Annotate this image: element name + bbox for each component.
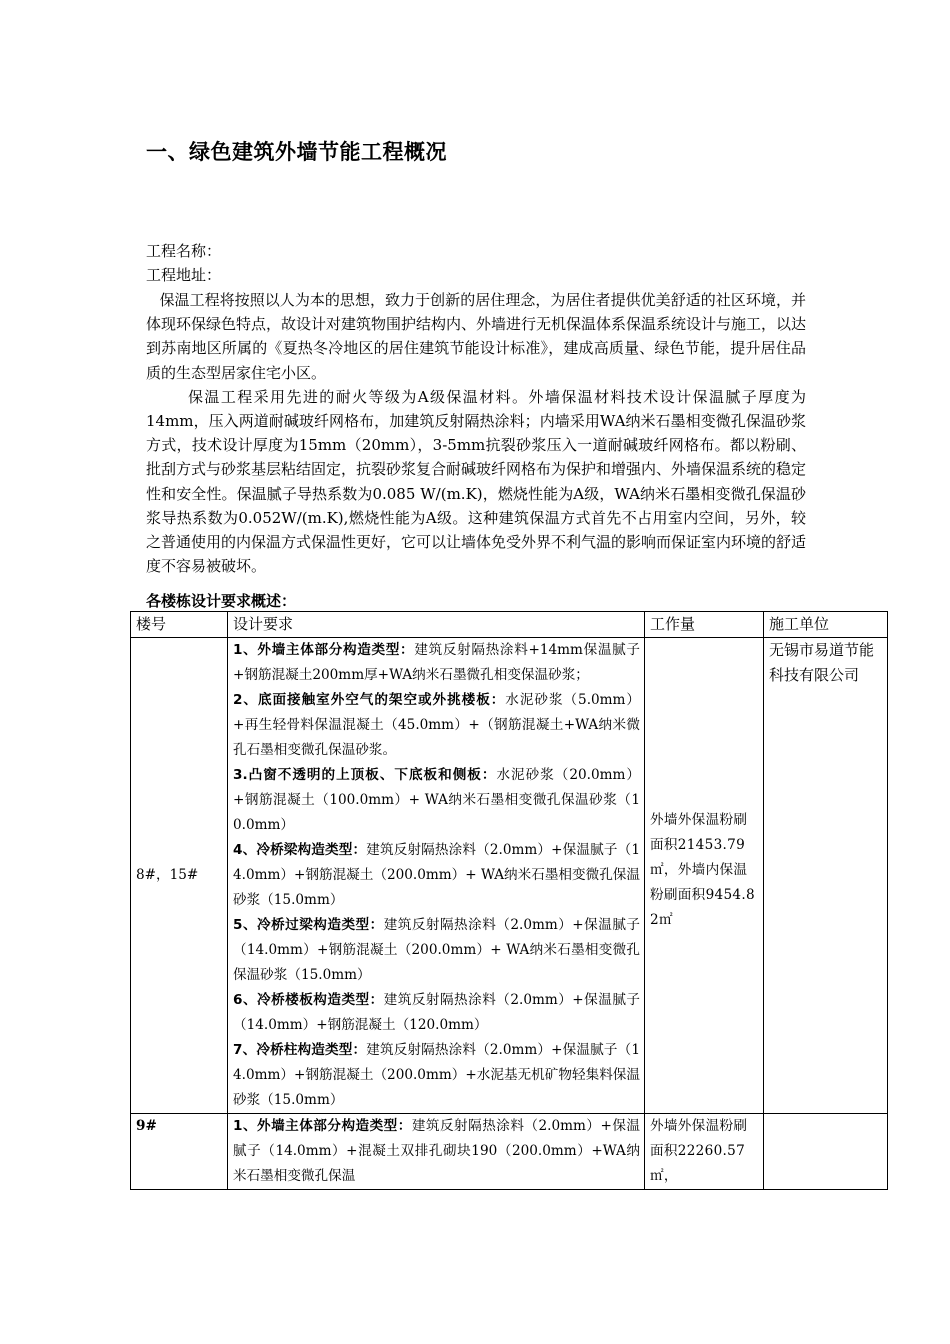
requirement-item — [233, 988, 640, 1038]
requirement-item — [233, 1114, 640, 1189]
header-building: 楼号 — [131, 612, 228, 638]
requirement-label: 3.凸窗不透明的上顶板、下底板和侧板： — [233, 767, 497, 783]
requirement-text: 水泥砂浆（5.0mm）+再生轻骨料保温混凝土（45.0mm）+（钢筋混凝土+WA纳米微孔石墨相变微孔保温砂浆。 — [233, 692, 640, 758]
requirement-text: 建筑反射隔热涂料（2.0mm）+保温腻子（14.0mm）+钢筋混凝土（200.0mm）+水泥基无机矿物轻集料保温砂浆（15.0mm） — [233, 1042, 640, 1108]
header-workload: 工作量 — [645, 612, 764, 638]
requirement-label: 1、外墙主体部分构造类型： — [233, 1118, 412, 1134]
requirement-item — [233, 1038, 640, 1113]
requirement-label: 1、外墙主体部分构造类型： — [233, 642, 415, 658]
contractor-cell — [764, 1114, 888, 1190]
overview-text — [146, 288, 806, 578]
contractor-cell: 无锡市易道节能科技有限公司 — [764, 638, 888, 1114]
design-requirements — [228, 1114, 645, 1190]
requirement-item — [233, 913, 640, 988]
project-name-label: 工程名称： — [146, 242, 222, 260]
section-title: 一、绿色建筑外墙节能工程概况 — [146, 140, 447, 164]
table-title: 各楼栋设计要求概述： — [146, 592, 297, 610]
table-row — [131, 1114, 888, 1190]
requirement-text: 建筑反射隔热涂料（2.0mm）+保温腻子（14.0mm）+钢筋混凝土（120.0mm） — [233, 992, 640, 1033]
building-number: 9# — [131, 1114, 228, 1190]
requirement-label: 2、底面接触室外空气的架空或外挑楼板： — [233, 692, 506, 708]
requirement-item — [233, 763, 640, 838]
requirement-text: 水泥砂浆（20.0mm）+钢筋混凝土（100.0mm）+ WA纳米石墨相变微孔保温砂浆（10.0mm） — [233, 767, 640, 833]
workload-cell: 外墙外保温粉刷面积22260.57㎡， — [645, 1114, 764, 1190]
paragraph-2: 保温工程采用先进的耐火等级为A级保温材料。外墙保温材料技术设计保温腻子厚度为14mm，压入两道耐碱玻纤网格布，加建筑反射隔热涂料；内墙采用WA纳米石墨相变微孔保温砂浆方式，技术设计厚度为15mm（20mm），3-5mm抗裂砂浆压入一道耐碱玻纤网格布。都以粉刷、批刮方式与砂浆基层粘结固定，抗裂砂浆复合耐碱玻纤网格布为保护和增强内、外墙保温系统的稳定性和安全性。保温腻子导热系数为0.085 W/(m.K)，燃烧性能为A级，WA纳米石墨相变微孔保温砂浆导热系数为0.052W/(m.K),燃烧性能为A级。这种建筑保温方式首先不占用室内空间，另外，较之普通使用的内保温方式保温性更好，它可以让墙体免受外界不利气温的影响而保证室内环境的舒适度不容易被破坏。 — [146, 387, 807, 576]
design-requirements — [228, 638, 645, 1114]
requirement-item — [233, 638, 640, 688]
building-design-table — [130, 611, 888, 1190]
workload-cell: 外墙外保温粉刷面积21453.79㎡，外墙内保温粉刷面积9454.82㎡ — [645, 638, 764, 1114]
header-contractor: 施工单位 — [764, 612, 888, 638]
requirement-label: 6、冷桥楼板构造类型： — [233, 992, 384, 1008]
requirement-text: 建筑反射隔热涂料（2.0mm）+保温腻子（14.0mm）+钢筋混凝土（200.0mm）+ WA纳米石墨相变微孔保温砂浆（15.0mm） — [233, 917, 640, 983]
table-header-row — [131, 612, 888, 638]
project-address-label: 工程地址： — [146, 266, 222, 284]
requirement-text: 建筑反射隔热涂料（2.0mm）+保温腻子（14.0mm）+钢筋混凝土（200.0mm）+ WA纳米石墨相变微孔保温砂浆（15.0mm） — [233, 842, 640, 908]
paragraph-1: 保温工程将按照以人为本的思想，致力于创新的居住理念，为居住者提供优美舒适的社区环境，并体现环保绿色特点，故设计对建筑物围护结构内、外墙进行无机保温体系保温系统设计与施工，以达到苏南地区所属的《夏热冬冷地区的居住建筑节能设计标准》，建成高质量、绿色节能，提升居住品质的生态型居家住宅小区。 — [146, 291, 807, 382]
requirement-text: 建筑反射隔热涂料（2.0mm）+保温腻子（14.0mm）+混凝土双排孔砌块190（200.0mm）+WA纳米石墨相变微孔保温 — [233, 1118, 640, 1184]
building-number: 8#，15# — [131, 638, 228, 1114]
requirement-item — [233, 838, 640, 913]
requirement-label: 7、冷桥柱构造类型： — [233, 1042, 367, 1058]
requirement-item — [233, 688, 640, 763]
requirement-text: 建筑反射隔热涂料+14mm保温腻子+钢筋混凝土200mm厚+WA纳米石墨微孔相变保温砂浆； — [233, 642, 640, 683]
table-row — [131, 638, 888, 1114]
header-design: 设计要求 — [228, 612, 645, 638]
requirement-label: 4、冷桥梁构造类型： — [233, 842, 367, 858]
requirement-label: 5、冷桥过梁构造类型： — [233, 917, 384, 933]
